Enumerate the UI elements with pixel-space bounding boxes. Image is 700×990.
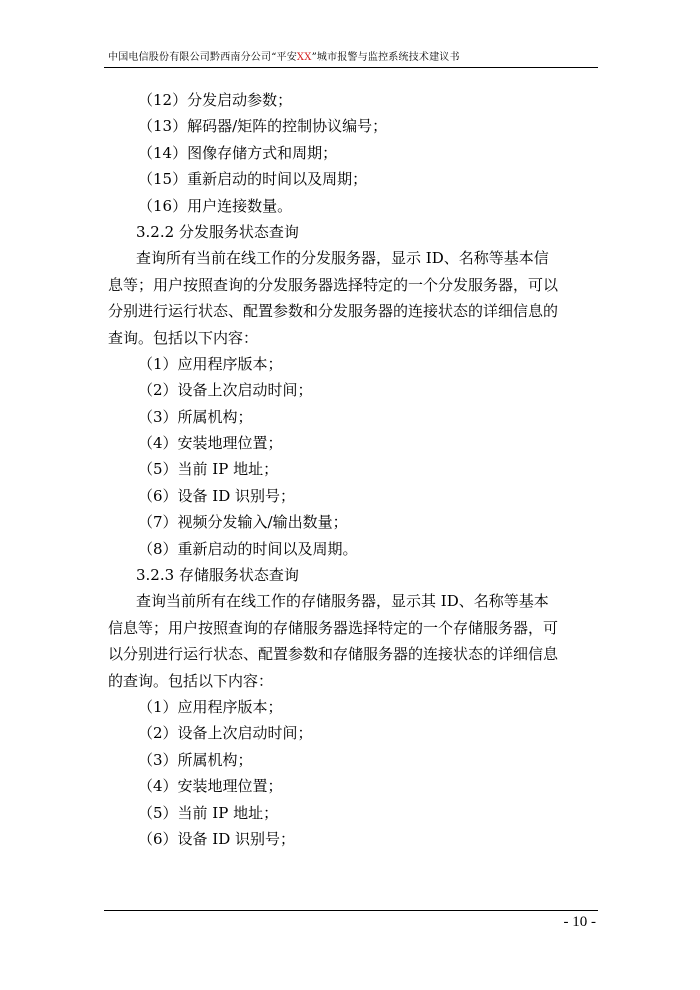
text-line: 信息等；用户按照查询的存储服务器选择特定的一个存储服务器，可 [108,618,559,637]
text-line: 3.2.3 存储服务状态查询 [136,566,299,585]
text-line: （5）当前 IP 地址； [138,460,279,479]
text-line: （3）所属机构； [138,407,253,426]
text-line: （13）解码器/矩阵的控制协议编号； [138,117,388,136]
text-line: 3.2.2 分发服务状态查询 [136,222,299,241]
text-line: （14）图像存储方式和周期； [138,143,338,162]
footer-divider [104,910,598,911]
running-header [108,50,598,66]
document-body [108,87,598,852]
text-line: 查询当前所有在线工作的存储服务器，显示其 ID、名称等基本 [136,592,549,611]
header-text-start: 中国电信股份有限公司黔西南分公司“平安 [108,52,297,63]
text-line: （4）安装地理位置； [138,777,283,796]
text-line: 查询。包括以下内容： [108,328,259,347]
text-line: （4）安装地理位置； [138,434,283,453]
text-line: （8）重新启动的时间以及周期。 [138,539,358,558]
text-line: 以分别进行运行状态、配置参数和存储服务器的连接状态的详细信息 [108,645,559,664]
text-line: （3）所属机构； [138,750,253,769]
text-line: （1）应用程序版本； [138,354,283,373]
text-line: （1）应用程序版本； [138,697,283,716]
text-line: （6）设备 ID 识别号； [138,486,296,505]
page-number: - 10 - [563,914,596,930]
text-line: （2）设备上次启动时间； [138,724,313,743]
header-divider [104,67,598,68]
header-highlight: XX [296,52,312,63]
text-line: （7）视频分发输入/输出数量； [138,513,348,532]
text-line: （2）设备上次启动时间； [138,381,313,400]
text-line: 分别进行运行状态、配置参数和分发服务器的连接状态的详细信息的 [108,302,559,321]
header-text-end: ”城市报警与监控系统技术建议书 [311,52,460,63]
text-line: （6）设备 ID 识别号； [138,829,296,848]
text-line: （12）分发启动参数； [138,91,293,109]
text-line: 的查询。包括以下内容： [108,671,274,690]
text-line: 查询所有当前在线工作的分发服务器，显示 ID、名称等基本信 [136,249,549,268]
text-line: （5）当前 IP 地址； [138,803,279,822]
text-line: 息等；用户按照查询的分发服务器选择特定的一个分发服务器，可以 [108,275,559,294]
text-line: （15）重新启动的时间以及周期； [138,170,368,189]
text-line: （16）用户连接数量。 [138,196,293,215]
